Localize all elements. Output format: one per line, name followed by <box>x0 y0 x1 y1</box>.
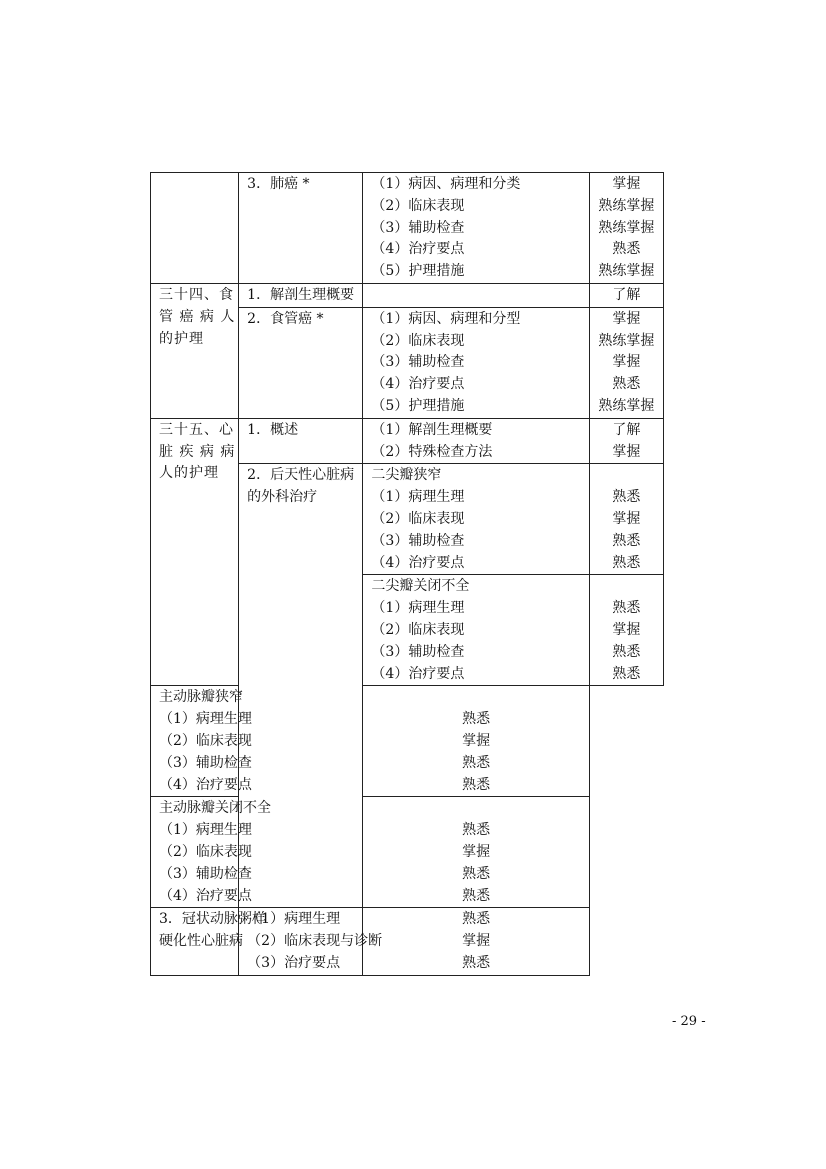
detail-cell-line: （1）病因、病理和分型 <box>371 310 521 327</box>
detail-cell-line: （3）辅助检查 <box>159 754 252 771</box>
detail-cell-line <box>363 285 588 307</box>
topic-cell-line: 的外科治疗 <box>247 489 318 506</box>
requirement-cell-line: 掌握 <box>612 443 641 460</box>
detail-cell-line: （3）辅助检查 <box>371 532 465 549</box>
detail-cell-line: （4）治疗要点 <box>371 241 465 258</box>
detail-cell-line: （2）临床表现 <box>371 621 465 638</box>
requirement-cell-line <box>363 687 588 709</box>
detail-cell-line: （2）临床表现 <box>159 732 252 749</box>
requirement-cell <box>589 307 663 418</box>
requirement-cell <box>589 173 663 284</box>
detail-cell-line: （1）病因、病理和分类 <box>371 176 521 192</box>
page-number: - 29 - <box>672 1014 706 1029</box>
requirement-cell-line: 掌握 <box>462 732 491 749</box>
category-cell-line: 三十四、食 <box>159 286 234 303</box>
detail-cell <box>363 464 589 575</box>
topic-cell-line: 3．冠状动脉粥样 <box>159 911 266 928</box>
category-cell <box>151 283 239 418</box>
requirement-cell-line <box>590 576 663 598</box>
requirement-cell <box>363 686 589 797</box>
requirement-cell <box>589 418 663 464</box>
requirement-cell-line: 熟悉 <box>612 665 641 682</box>
requirement-cell-line: 掌握 <box>612 621 641 638</box>
requirement-cell-line: 熟练掌握 <box>598 219 655 236</box>
category-cell-line: 脏 疾 病 病 <box>159 443 236 460</box>
detail-cell <box>239 908 383 975</box>
requirement-cell <box>589 575 663 686</box>
table-row <box>151 418 664 464</box>
detail-cell-line: （3）辅助检查 <box>371 643 465 660</box>
requirement-cell-line: 熟悉 <box>612 532 641 549</box>
detail-cell-line: （4）治疗要点 <box>159 887 252 904</box>
requirement-cell-line: 熟悉 <box>612 241 641 258</box>
category-cell-line: 的护理 <box>159 330 204 347</box>
requirement-cell-line: 熟练掌握 <box>598 397 655 414</box>
requirement-cell-line: 熟悉 <box>612 376 641 393</box>
detail-cell-line: （4）治疗要点 <box>371 376 465 393</box>
topic-cell-line: 2．后天性心脏病 <box>247 467 355 484</box>
table-row <box>151 797 664 908</box>
detail-cell-line: （3）辅助检查 <box>371 219 465 236</box>
detail-cell-line: （5）护理措施 <box>371 263 465 280</box>
requirement-cell-line: 熟悉 <box>462 711 491 728</box>
topic-cell <box>239 173 363 284</box>
requirement-cell-line: 熟练掌握 <box>598 332 655 349</box>
detail-cell <box>151 686 252 797</box>
detail-cell <box>363 575 589 686</box>
requirement-cell <box>363 908 589 975</box>
requirement-cell-line: 熟悉 <box>462 776 491 793</box>
detail-cell-line: （4）治疗要点 <box>159 776 252 793</box>
detail-cell-line: （2）临床表现与诊断 <box>247 933 383 950</box>
table-row <box>151 173 664 284</box>
detail-cell-line: （4）治疗要点 <box>371 554 465 571</box>
table-row <box>151 283 664 307</box>
detail-cell <box>363 418 589 464</box>
requirement-cell <box>589 283 663 307</box>
requirement-cell-line: 掌握 <box>462 933 491 950</box>
detail-cell <box>363 283 589 307</box>
requirement-cell-line: 熟悉 <box>612 554 641 571</box>
category-cell-line: 人的护理 <box>159 465 219 482</box>
category-cell-line: 管 癌 病 人 <box>159 308 236 325</box>
requirement-cell-line: 掌握 <box>612 510 641 527</box>
detail-cell-line: （3）治疗要点 <box>247 954 341 971</box>
requirement-cell-line: 熟悉 <box>612 600 641 617</box>
topic-cell-line: 1．概述 <box>247 421 299 438</box>
topic-cell <box>239 464 363 908</box>
requirement-cell-line: 熟练掌握 <box>598 197 655 214</box>
requirement-cell-line: 掌握 <box>612 310 641 327</box>
detail-cell-line: （1）病理生理 <box>159 822 252 839</box>
topic-cell-line: 1．解剖生理概要 <box>247 286 355 303</box>
detail-cell-line: （3）辅助检查 <box>371 354 465 371</box>
detail-cell-line: 二尖瓣关闭不全 <box>371 578 470 595</box>
requirement-cell-line: 掌握 <box>612 176 641 192</box>
requirement-cell-line: 了解 <box>612 421 641 438</box>
requirement-cell <box>589 464 663 575</box>
topic-cell <box>151 908 266 975</box>
syllabus-table-body <box>151 173 664 976</box>
requirement-cell-line: 熟悉 <box>612 643 641 660</box>
category-cell <box>151 418 239 686</box>
requirement-cell-line: 熟悉 <box>462 754 491 771</box>
requirement-cell-line: 掌握 <box>612 354 641 371</box>
detail-cell <box>151 797 271 908</box>
topic-cell-line: 3．肺癌 * <box>247 176 310 192</box>
detail-cell-line: （2）特殊检查方法 <box>371 443 493 460</box>
requirement-cell-line <box>363 798 588 820</box>
requirement-cell-line: 熟悉 <box>462 822 491 839</box>
detail-cell-line: （2）临床表现 <box>371 510 465 527</box>
detail-cell-line: 主动脉瓣关闭不全 <box>159 800 271 817</box>
detail-cell-line: （4）治疗要点 <box>371 665 465 682</box>
requirement-cell-line: 掌握 <box>462 843 491 860</box>
requirement-cell-line: 熟练掌握 <box>598 263 655 280</box>
detail-cell <box>363 173 589 284</box>
table-row <box>151 908 664 975</box>
category-cell-line: 三十五、心 <box>159 421 234 438</box>
detail-cell-line: （2）临床表现 <box>371 332 465 349</box>
requirement-cell-line: 熟悉 <box>462 887 491 904</box>
detail-cell-line: （1）病理生理 <box>159 711 252 728</box>
detail-cell-line: （5）护理措施 <box>371 397 465 414</box>
detail-cell-line: 主动脉瓣狭窄 <box>159 689 243 706</box>
topic-cell <box>239 283 363 307</box>
topic-cell-line: 硬化性心脏病 <box>159 933 243 950</box>
detail-cell-line: （3）辅助检查 <box>159 865 252 882</box>
detail-cell-line: （2）临床表现 <box>371 197 465 214</box>
topic-cell-line: 2．食管癌 * <box>247 310 324 327</box>
requirement-cell <box>363 797 589 908</box>
detail-cell-line: （1）病理生理 <box>247 911 341 928</box>
topic-cell <box>239 418 363 464</box>
category-cell-continued <box>151 173 239 284</box>
requirement-cell-line: 熟悉 <box>462 954 491 971</box>
detail-cell-line: 二尖瓣狭窄 <box>371 467 442 484</box>
topic-cell <box>239 307 363 418</box>
detail-cell-line: （2）临床表现 <box>159 843 252 860</box>
requirement-cell-line <box>590 465 663 487</box>
requirement-cell-line: 熟悉 <box>462 911 491 928</box>
detail-cell-line: （1）病理生理 <box>371 489 465 506</box>
syllabus-table <box>150 172 664 976</box>
table-row <box>151 686 664 797</box>
requirement-cell-line: 熟悉 <box>462 865 491 882</box>
detail-cell-line: （1）解剖生理概要 <box>371 421 493 438</box>
detail-cell <box>363 307 589 418</box>
detail-cell-line: （1）病理生理 <box>371 600 465 617</box>
requirement-cell-line: 熟悉 <box>612 489 641 506</box>
requirement-cell-line: 了解 <box>612 286 641 303</box>
